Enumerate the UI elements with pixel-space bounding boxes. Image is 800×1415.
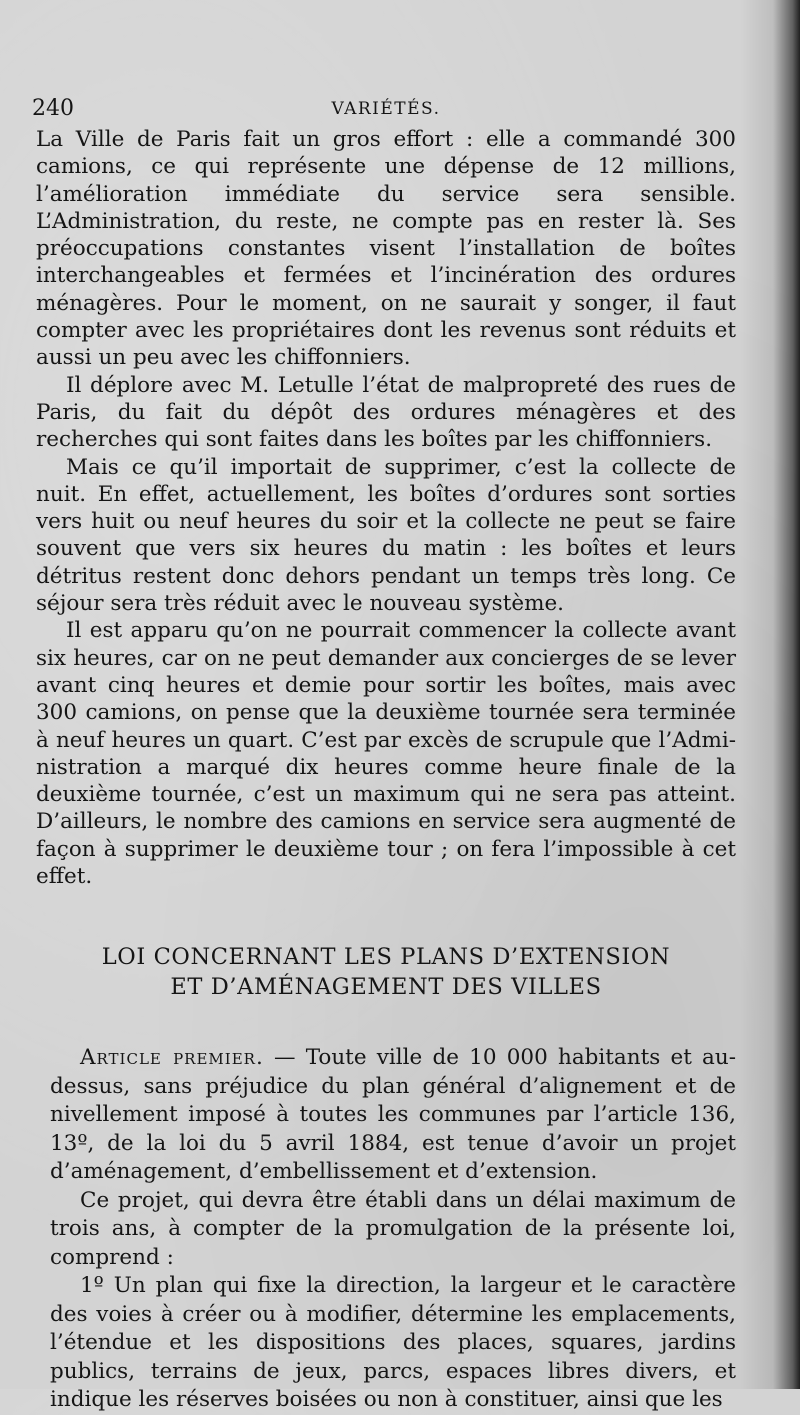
law-paragraph-2: Ce projet, qui devra être établi dans un délai maximum de trois ans, à compter de la promulgation de la présente loi, comprend : xyxy=(50,1187,736,1270)
running-head xyxy=(32,96,736,126)
paragraph-2: Il déplore avec M. Letulle l’état de malpropreté des rues de Paris, du fait du dépôt des ordures ménagères et des recherches qui sont faites dans les boîtes par les chiffonniers. xyxy=(36,372,736,453)
book-page xyxy=(32,96,736,1415)
paragraph-3: Mais ce qu’il importait de supprimer, c’est la collecte de nuit. En effet, actuellement, les boîtes d’ordures sont sorties vers huit ou neuf heures du soir et la collecte ne peut se faire souvent que vers six heures du matin : les boîtes et leurs détritus restent donc dehors pendant un temps très long. Ce séjour sera très réduit avec le nouveau système. xyxy=(36,454,736,617)
law-paragraph-3: 1º Un plan qui fixe la direction, la largeur et le caractère des voies à créer ou à modifier, détermine les emplacements, l’étendue et les dispositions des places, squares, jardins publics, terrains de jeux, parcs, espaces libres divers, et indique les réserves boisées ou non à constituer, ainsi que les xyxy=(50,1273,736,1413)
section-heading xyxy=(36,942,736,1002)
paragraph-1: La Ville de Paris fait un gros effort : elle a commandé 300 camions, ce qui représente une dépense de 12 millions, l’amélioration immédiate du service sera sensible. L’Administration, du reste, ne compte pas en rester là. Ses préoccupations constantes visent l’installation de boîtes interchangeables et fermées et l’incinération des ordures ménagères. Pour le moment, on ne saurait y songer, il faut compter avec les propriétaires dont les revenus sont réduits et aussi un peu avec les chiffonniers. xyxy=(36,127,736,371)
article-label: Article premier. xyxy=(80,1045,264,1071)
running-title: VARIÉTÉS. xyxy=(331,99,441,119)
section-heading-line-2: ET D’AMÉNAGEMENT DES VILLES xyxy=(170,974,602,1001)
section-heading-line-1: LOI CONCERNANT LES PLANS D’EXTENSION xyxy=(101,944,671,971)
body-text xyxy=(36,126,736,890)
paragraph-4: Il est apparu qu’on ne pourrait commencer la collecte avant six heures, car on ne peut demander aux concierges de se lever avant cinq heures et demie pour sortir les boîtes, mais avec 300 camions, on pense que la deuxième tournée sera terminée à neuf heures un quart. C’est par excès de scrupule que l’Administration a marqué dix heures comme heure finale de la deuxième tournée, c’est un maximum qui ne sera pas atteint. D’ailleurs, le nombre des camions en service sera augmenté de façon à supprimer le deuxième tour ; on fera l’impossible à cet effet. xyxy=(36,618,736,890)
article-paragraph xyxy=(50,1044,736,1187)
law-text xyxy=(50,1044,736,1415)
page-number: 240 xyxy=(32,96,74,121)
article-text: — Toute ville de 10 000 habitants et audessus, sans préjudice du plan général d’alignement et de nivellement imposé à toutes les communes par l’article 136, 13º, de la loi du 5 avril 1884, est tenue d’avoir un projet d’aménagement, d’embellissement et d’extension. xyxy=(50,1045,736,1185)
page-edge-shadow xyxy=(740,0,800,1389)
